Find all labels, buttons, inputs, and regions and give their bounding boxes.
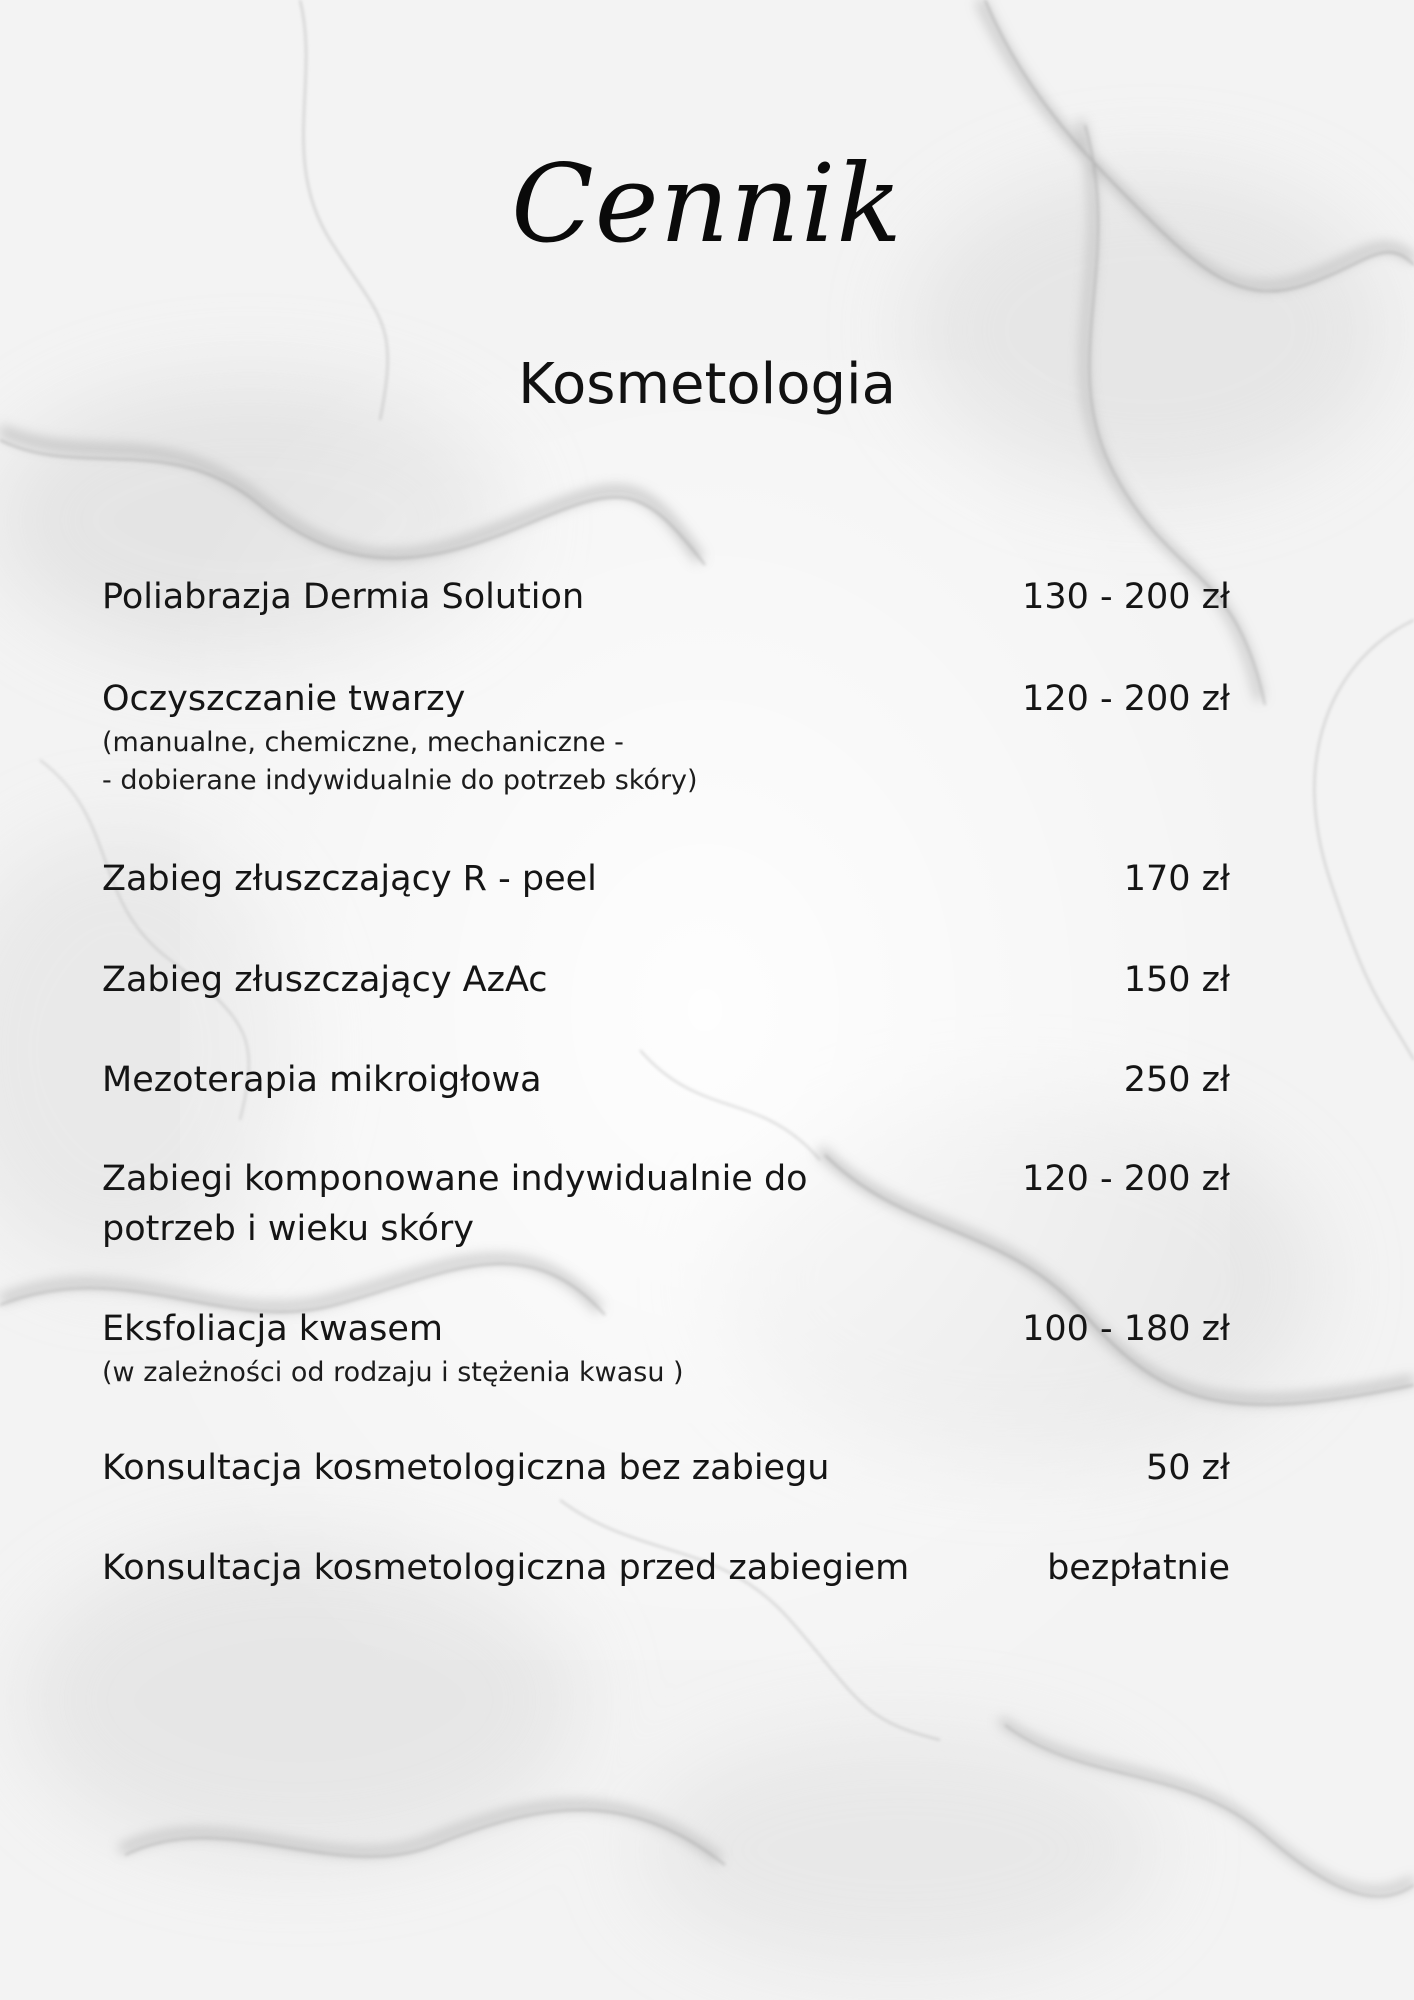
list-item	[102, 1304, 1230, 1392]
list-item	[102, 674, 1230, 800]
treatment-name: Konsultacja kosmetologiczna przed zabiegiem	[102, 1548, 910, 1588]
treatment-name: Poliabrazja Dermia Solution	[102, 577, 585, 617]
treatment-name: Zabiegi komponowane indywidualnie do potrzeb i wieku skóry	[102, 1159, 808, 1249]
list-item	[102, 955, 1230, 1005]
list-item	[102, 1443, 1230, 1493]
section-heading: Kosmetologia	[518, 352, 896, 417]
treatment-name: Oczyszczanie twarzy	[102, 679, 466, 719]
treatment-price: bezpłatnie	[1047, 1548, 1230, 1588]
list-item	[102, 1543, 1230, 1593]
treatment-note: (manualne, chemiczne, mechaniczne - - dobierane indywidualnie do potrzeb skóry)	[102, 727, 698, 796]
treatment-name: Konsultacja kosmetologiczna bez zabiegu	[102, 1448, 830, 1488]
treatment-price: 120 - 200 zł	[1022, 1159, 1230, 1199]
list-item	[102, 1055, 1230, 1105]
treatment-price: 50 zł	[1146, 1448, 1230, 1488]
treatment-price: 120 - 200 zł	[1022, 679, 1230, 719]
page-title: Cennik	[511, 142, 903, 267]
treatment-note: (w zależności od rodzaju i stężenia kwasu )	[102, 1357, 684, 1388]
treatment-price: 250 zł	[1123, 1060, 1230, 1100]
treatment-price: 150 zł	[1123, 960, 1230, 1000]
treatment-price: 100 - 180 zł	[1022, 1309, 1230, 1349]
treatment-price: 170 zł	[1123, 859, 1230, 899]
treatment-name: Zabieg złuszczający R - peel	[102, 859, 597, 899]
treatment-name: Eksfoliacja kwasem	[102, 1309, 443, 1349]
treatment-name: Zabieg złuszczający AzAc	[102, 960, 548, 1000]
list-item	[102, 1154, 1230, 1254]
treatment-name: Mezoterapia mikroigłowa	[102, 1060, 542, 1100]
list-item	[102, 572, 1230, 622]
list-item	[102, 854, 1230, 904]
treatment-price: 130 - 200 zł	[1022, 577, 1230, 617]
